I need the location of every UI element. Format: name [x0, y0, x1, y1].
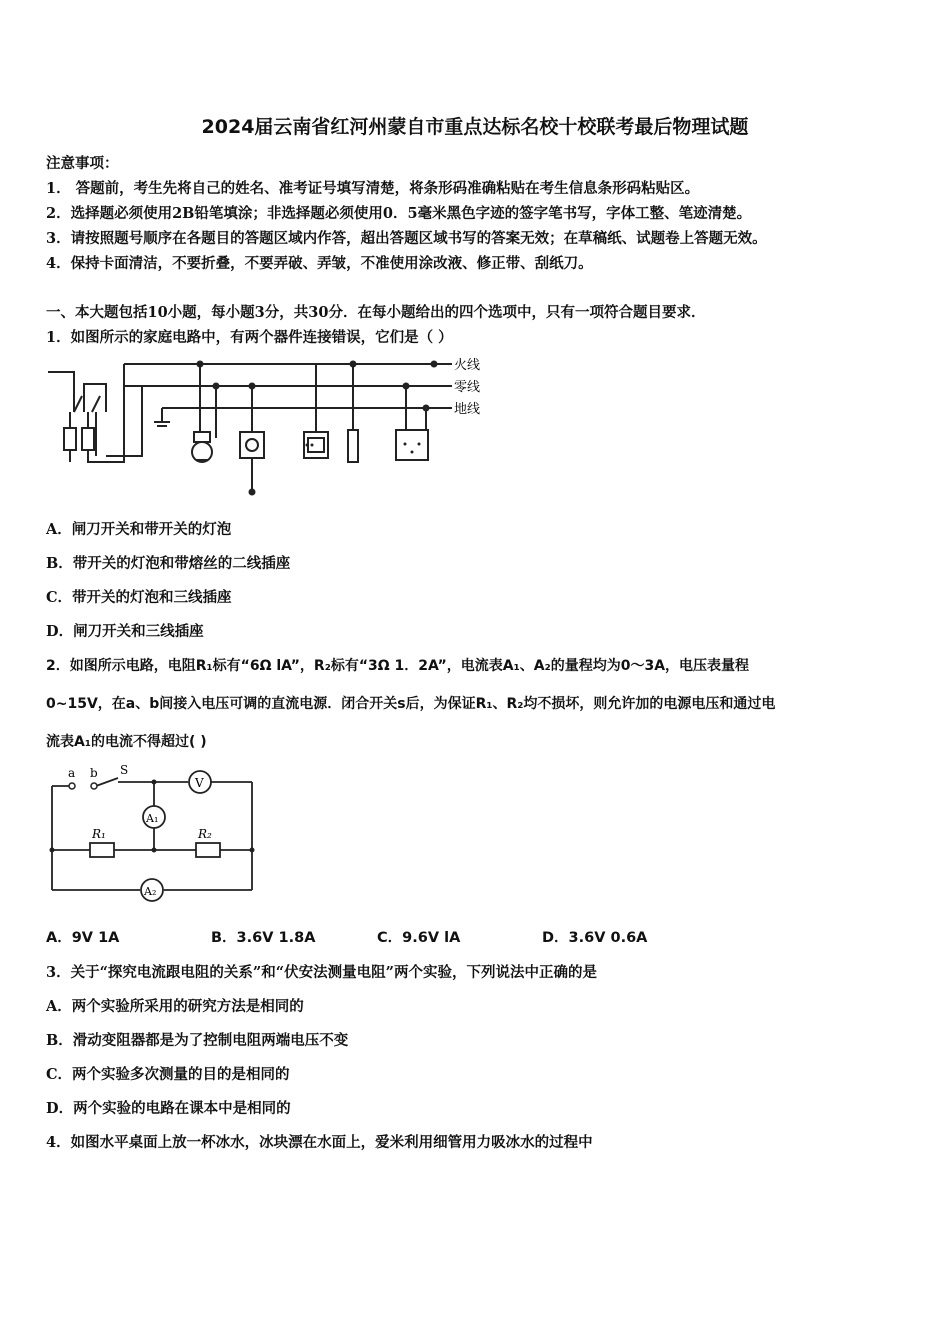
q2-option-c: C．9.6V lA — [377, 930, 461, 946]
ammeter-a2-label: A₂ — [144, 885, 157, 898]
q3-option-d: D．两个实验的电路在课本中是相同的 — [46, 1100, 291, 1117]
q2-circuit-figure — [44, 764, 264, 904]
note-item: 4．保持卡面清洁，不要折叠，不要弄破、弄皱，不准使用涂改液、修正带、刮纸刀。 — [46, 255, 593, 272]
q3-option-c: C．两个实验多次测量的目的是相同的 — [46, 1066, 290, 1083]
fire-line-label: 火线 — [454, 358, 481, 373]
page-title: 2024届云南省红河州蒙自市重点达标名校十校联考最后物理试题 — [201, 116, 749, 138]
section-heading: 一、本大题包括10小题，每小题3分，共30分．在每小题给出的四个选项中，只有一项符合题目要求． — [46, 304, 706, 321]
q2-option-a: A．9V 1A — [46, 930, 120, 946]
ammeter-a1-label: A₁ — [146, 812, 159, 825]
household-circuit-figure — [44, 352, 494, 500]
q1-option-d: D．闸刀开关和三线插座 — [46, 623, 204, 640]
q2-option-d: D．3.6V 0.6A — [542, 930, 648, 946]
q2-stem-line3: 流表A₁的电流不得超过( ) — [46, 734, 207, 750]
switch-s-label: S — [120, 764, 129, 777]
q2-stem-line1: 2．如图所示电路，电阻R₁标有“6Ω lA”，R₂标有“3Ω 1．2A”，电流表A₁、A₂的量程均为0～3A，电压表量程 — [46, 658, 750, 674]
resistor-r2-label: R₂ — [198, 827, 212, 841]
notes-heading: 注意事项： — [46, 155, 119, 172]
q1-option-a: A．闸刀开关和带开关的灯泡 — [46, 521, 232, 538]
terminal-a-label: a — [68, 766, 76, 780]
q2-option-b: B．3.6V 1.8A — [211, 930, 316, 946]
q3-option-b: B．滑动变阻器都是为了控制电阻两端电压不变 — [46, 1032, 349, 1049]
q3-option-a: A．两个实验所采用的研究方法是相同的 — [46, 998, 304, 1015]
resistor-r1-label: R₁ — [92, 827, 106, 841]
q1-option-c: C．带开关的灯泡和三线插座 — [46, 589, 232, 606]
q2-stem-line2: 0~15V，在a、b间接入电压可调的直流电源．闭合开关s后，为保证R₁、R₂均不损坏，则允许加的电源电压和通过电 — [46, 696, 776, 712]
q3-stem: 3．关于“探究电流跟电阻的关系”和“伏安法测量电阻”两个实验，下列说法中正确的是 — [46, 964, 597, 981]
ground-line-label: 地线 — [454, 402, 481, 417]
q1-stem: 1．如图所示的家庭电路中，有两个器件连接错误，它们是（ ） — [46, 329, 453, 346]
q4-stem: 4．如图水平桌面上放一杯冰水，冰块漂在水面上，爱米利用细管用力吸冰水的过程中 — [46, 1134, 593, 1151]
note-item: 2．选择题必须使用2B铅笔填涂；非选择题必须使用0．5毫米黑色字迹的签字笔书写，字体工整、笔迹清楚。 — [46, 205, 752, 222]
q1-option-b: B．带开关的灯泡和带熔丝的二线插座 — [46, 555, 291, 572]
note-item: 1． 答题前，考生先将自己的姓名、准考证号填写清楚，将条形码准确粘贴在考生信息条形码粘贴区。 — [46, 180, 700, 197]
neutral-line-label: 零线 — [454, 380, 481, 395]
note-item: 3．请按照题号顺序在各题目的答题区域内作答，超出答题区域书写的答案无效；在草稿纸、试题卷上答题无效。 — [46, 230, 767, 247]
terminal-b-label: b — [90, 766, 98, 780]
voltmeter-label: V — [195, 776, 204, 790]
